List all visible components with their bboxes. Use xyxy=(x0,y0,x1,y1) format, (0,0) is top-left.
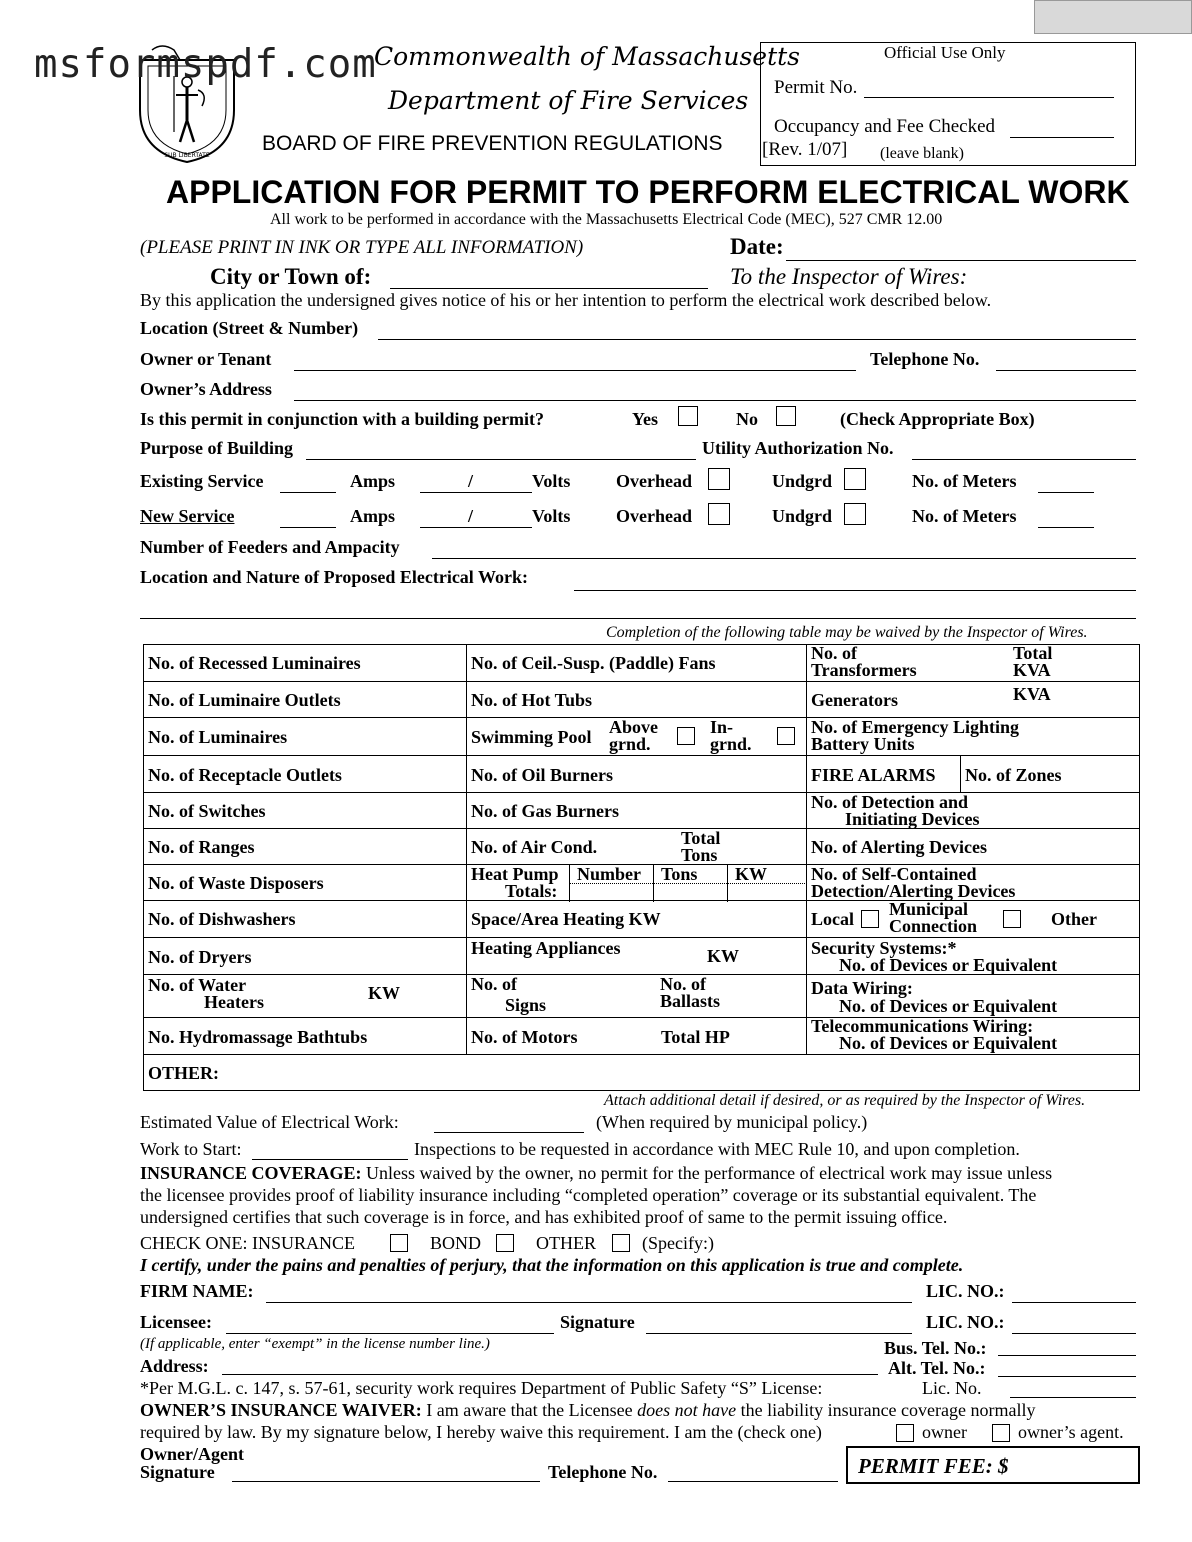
local-checkbox[interactable] xyxy=(861,910,879,928)
owner-field[interactable] xyxy=(294,370,856,371)
zones-cell[interactable] xyxy=(960,755,1140,793)
swimming-pool-cell[interactable] xyxy=(466,717,807,756)
yes-checkbox[interactable] xyxy=(678,406,698,426)
other-option-checkbox[interactable] xyxy=(612,1234,630,1252)
page-subtitle: All work to be performed in accordance with the Massachusetts Electrical Code (MEC), 527 CMR 12.00 xyxy=(270,211,943,228)
other-row-cell[interactable] xyxy=(143,1054,1140,1091)
owner-signature-field[interactable] xyxy=(232,1481,540,1482)
insurance-line-3: undersigned certifies that such coverage is in force, and has exhibited proof of same to the permit issuing office. xyxy=(140,1207,948,1227)
existing-meters-label: No. of Meters xyxy=(912,471,1017,491)
city-field[interactable] xyxy=(390,288,708,289)
connection-cell xyxy=(806,900,1140,938)
address-field[interactable] xyxy=(222,1374,878,1375)
check-one-label: CHECK ONE: INSURANCE xyxy=(140,1233,356,1253)
permit-fee-label: PERMIT FEE: $ xyxy=(858,1454,1009,1478)
heat-pump-kw-label: KW xyxy=(735,864,768,884)
detection-devices-label: No. of Detection and xyxy=(811,792,968,812)
address-label: Address: xyxy=(140,1356,209,1376)
alt-tel-field[interactable] xyxy=(998,1376,1136,1377)
heat-pump-label: Heat Pump xyxy=(471,864,559,884)
air-cond-total-label: Total xyxy=(681,828,721,848)
total-hp-label: Total HP xyxy=(661,1027,730,1047)
bus-tel-label: Bus. Tel. No.: xyxy=(884,1338,987,1358)
fire-alarms-label: FIRE ALARMS xyxy=(811,765,936,785)
table-note: Completion of the following table may be waived by the Inspector of Wires. xyxy=(606,624,1088,641)
nature-label: Location and Nature of Proposed Electrical Work: xyxy=(140,567,528,587)
data-wiring-label: Data Wiring: xyxy=(811,978,913,998)
existing-overhead-checkbox[interactable] xyxy=(708,468,730,490)
gas-burners-label: No. of Gas Burners xyxy=(471,801,619,821)
mgl-note: *Per M.G.L. c. 147, s. 57-61, security work requires Department of Public Safety “S” License: xyxy=(140,1378,823,1398)
in-ground-checkbox[interactable] xyxy=(777,727,795,745)
commonwealth-title: Commonwealth of Massachusetts xyxy=(374,42,801,71)
signature-label: Signature xyxy=(560,1312,635,1332)
bus-tel-field[interactable] xyxy=(998,1355,1136,1356)
heating-appliances-cell[interactable] xyxy=(466,937,807,975)
ranges-cell[interactable] xyxy=(143,828,467,865)
firm-lic-no-field[interactable] xyxy=(1012,1302,1136,1303)
owner-agent-label: Owner/Agent xyxy=(140,1444,244,1464)
zones-label: No. of Zones xyxy=(965,765,1062,785)
receptacle-outlets-label: No. of Receptacle Outlets xyxy=(148,765,342,785)
self-contained-label: No. of Self-Contained xyxy=(811,864,977,884)
transformers-cell[interactable] xyxy=(806,644,1140,682)
existing-volts-label: Volts xyxy=(532,471,571,491)
check-box-note: (Check Appropriate Box) xyxy=(840,409,1035,429)
when-required-note: (When required by municipal policy.) xyxy=(596,1112,868,1132)
heat-pump-tons-label: Tons xyxy=(661,864,698,884)
exempt-note: (If applicable, enter “exempt” in the license number line.) xyxy=(140,1336,490,1352)
owner-agent-option-label: owner’s agent. xyxy=(1018,1422,1124,1442)
no-checkbox[interactable] xyxy=(776,406,796,426)
owner-agent-checkbox[interactable] xyxy=(992,1424,1010,1442)
security-systems-label: Security Systems:* xyxy=(811,938,957,958)
print-note: (PLEASE PRINT IN INK OR TYPE ALL INFORMATION) xyxy=(140,237,584,258)
bond-checkbox[interactable] xyxy=(496,1234,514,1252)
heat-pump-cell[interactable] xyxy=(466,864,807,901)
space-heating-label: Space/Area Heating KW xyxy=(471,909,661,929)
generators-label: Generators xyxy=(811,690,898,710)
owner-address-field[interactable] xyxy=(294,400,1136,401)
signs-label-2: Signs xyxy=(505,995,547,1015)
water-heaters-label-2: Heaters xyxy=(204,992,264,1012)
inspections-note: Inspections to be requested in accordance with MEC Rule 10, and upon completion. xyxy=(414,1139,1020,1159)
security-devices-label: No. of Devices or Equivalent xyxy=(839,955,1058,975)
inspector-label: To the Inspector of Wires: xyxy=(730,264,968,289)
location-field[interactable] xyxy=(378,339,1136,340)
recessed-luminaires-cell[interactable] xyxy=(143,644,467,682)
page-title: APPLICATION FOR PERMIT TO PERFORM ELECTRICAL WORK xyxy=(166,174,1130,210)
telecom-devices-label: No. of Devices or Equivalent xyxy=(839,1033,1058,1053)
ranges-label: No. of Ranges xyxy=(148,837,255,857)
work-table xyxy=(143,644,1140,1091)
emergency-lighting-label-2: Battery Units xyxy=(811,734,915,754)
nature-field-2[interactable] xyxy=(140,618,1136,619)
existing-overhead-label: Overhead xyxy=(616,471,692,491)
work-start-label: Work to Start: xyxy=(140,1139,242,1159)
owner-signature-label: Signature xyxy=(140,1462,215,1482)
waiver-text-c: the liability insurance coverage normally xyxy=(740,1400,1036,1420)
official-use-title: Official Use Only xyxy=(884,43,1006,62)
recessed-luminaires-label: No. of Recessed Luminaires xyxy=(148,653,361,673)
emergency-lighting-cell[interactable] xyxy=(806,717,1140,756)
waste-disposers-label: No. of Waste Disposers xyxy=(148,873,324,893)
leave-blank-note: (leave blank) xyxy=(880,145,964,162)
feeders-field[interactable] xyxy=(432,558,1136,559)
new-overhead-label: Overhead xyxy=(616,506,692,526)
signs-ballasts-cell[interactable] xyxy=(466,974,807,1018)
alerting-devices-cell[interactable] xyxy=(806,828,1140,865)
waiver-text-a: I am aware that the Licensee xyxy=(426,1400,633,1420)
detection-devices-cell[interactable] xyxy=(806,792,1140,829)
waiver-heading: OWNER’S INSURANCE WAIVER: xyxy=(140,1400,422,1420)
air-cond-cell[interactable] xyxy=(466,828,807,865)
utility-label: Utility Authorization No. xyxy=(702,438,894,458)
telecom-wiring-label: Telecommunications Wiring: xyxy=(811,1016,1034,1036)
switches-cell[interactable] xyxy=(143,792,467,829)
security-lic-no-field[interactable] xyxy=(1010,1397,1136,1398)
permit-no-label: Permit No. xyxy=(774,77,858,98)
new-volts-label: Volts xyxy=(532,506,571,526)
waste-disposers-cell[interactable] xyxy=(143,864,467,901)
waiver-text-b: does not have xyxy=(637,1400,737,1420)
certify-statement: I certify, under the pains and penalties of perjury, that the information on this application is true and complete. xyxy=(140,1255,964,1275)
hydromassage-cell[interactable] xyxy=(143,1017,467,1055)
department-title: Department of Fire Services xyxy=(388,86,749,115)
new-service-label: New Service xyxy=(140,506,235,526)
licensee-lic-no-field[interactable] xyxy=(1012,1333,1136,1334)
signs-label: No. of xyxy=(471,974,517,994)
licensee-label: Licensee: xyxy=(140,1312,212,1332)
in-grnd-label: grnd. xyxy=(710,734,752,754)
swimming-pool-label: Swimming Pool xyxy=(471,727,592,747)
other-option-label: OTHER xyxy=(536,1233,596,1253)
other-row-label: OTHER: xyxy=(148,1063,220,1083)
heating-appliances-label: Heating Appliances xyxy=(471,938,621,958)
new-undgrd-checkbox[interactable] xyxy=(844,503,866,525)
date-field[interactable] xyxy=(786,260,1136,261)
firm-lic-no-label: LIC. NO.: xyxy=(926,1281,1005,1301)
heating-appliances-kw: KW xyxy=(707,946,740,966)
oil-burners-cell[interactable] xyxy=(466,755,807,793)
new-slash: / xyxy=(468,506,474,526)
signature-field[interactable] xyxy=(646,1333,912,1334)
heat-pump-number-label: Number xyxy=(577,864,641,884)
paddle-fans-cell[interactable] xyxy=(466,644,807,682)
emergency-lighting-label: No. of Emergency Lighting xyxy=(811,717,1019,737)
existing-volts-field[interactable] xyxy=(420,492,532,493)
switches-label: No. of Switches xyxy=(148,801,266,821)
owner-checkbox[interactable] xyxy=(896,1424,914,1442)
oil-burners-label: No. of Oil Burners xyxy=(471,765,613,785)
luminaires-label: No. of Luminaires xyxy=(148,727,288,747)
existing-undgrd-label: Undgrd xyxy=(772,471,833,491)
new-volts-field[interactable] xyxy=(420,527,532,528)
luminaire-outlets-cell[interactable] xyxy=(143,681,467,718)
other-label: Other xyxy=(1051,909,1097,929)
existing-amps-label: Amps xyxy=(350,471,396,491)
waiver-line-1 xyxy=(140,1400,1035,1421)
conjunction-label: Is this permit in conjunction with a building permit? xyxy=(140,409,545,429)
insurance-line-1 xyxy=(140,1163,1052,1184)
dryers-label: No. of Dryers xyxy=(148,947,252,967)
new-amps-field[interactable] xyxy=(280,527,336,528)
svg-text:SUB LIBERTATE: SUB LIBERTATE xyxy=(164,152,210,159)
receptacle-outlets-cell[interactable] xyxy=(143,755,467,793)
existing-meters-field[interactable] xyxy=(1038,492,1094,493)
transformers-kva-label: KVA xyxy=(1013,660,1051,680)
firm-name-label: FIRM NAME: xyxy=(140,1281,254,1301)
insurance-heading: INSURANCE COVERAGE: xyxy=(140,1163,362,1183)
telephone-field[interactable] xyxy=(996,370,1136,371)
new-undgrd-label: Undgrd xyxy=(772,506,833,526)
owner-telephone-field[interactable] xyxy=(668,1481,838,1482)
corner-tab xyxy=(1034,0,1192,34)
occupancy-field[interactable] xyxy=(1010,137,1114,138)
new-amps-label: Amps xyxy=(350,506,396,526)
security-systems-cell[interactable] xyxy=(806,937,1140,975)
insurance-checkbox[interactable] xyxy=(390,1234,408,1252)
data-wiring-cell[interactable] xyxy=(806,974,1140,1018)
feeders-label: Number of Feeders and Ampacity xyxy=(140,537,400,557)
owner-label: Owner or Tenant xyxy=(140,349,272,369)
above-label: Above xyxy=(609,717,658,737)
watermark: msformspdf.com xyxy=(34,42,377,87)
generators-kva-label: KVA xyxy=(1013,684,1051,704)
licensee-lic-no-label: LIC. NO.: xyxy=(926,1312,1005,1332)
telecom-wiring-cell[interactable] xyxy=(806,1017,1140,1055)
air-cond-label: No. of Air Cond. xyxy=(471,837,598,857)
data-devices-label: No. of Devices or Equivalent xyxy=(839,996,1058,1016)
municipal-label: Municipal xyxy=(889,899,969,919)
firm-name-field[interactable] xyxy=(266,1302,912,1303)
dishwashers-cell[interactable] xyxy=(143,900,467,938)
transformers-total-label: Total xyxy=(1013,643,1053,663)
space-heating-cell[interactable] xyxy=(466,900,807,938)
waiver-line-2: required by law. By my signature below, I hereby waive this requirement. I am the (check one) xyxy=(140,1422,822,1442)
hot-tubs-cell[interactable] xyxy=(466,681,807,718)
water-heaters-kw: KW xyxy=(368,983,401,1003)
insurance-line-2: the licensee provides proof of liability insurance including “completed operation” coverage or its substantial equivalent. The xyxy=(140,1185,1037,1205)
alerting-devices-label: No. of Alerting Devices xyxy=(811,837,987,857)
luminaires-cell[interactable] xyxy=(143,717,467,756)
existing-amps-field[interactable] xyxy=(280,492,336,493)
fire-alarms-cell[interactable] xyxy=(806,755,961,793)
work-start-field[interactable] xyxy=(252,1159,408,1160)
luminaire-outlets-label: No. of Luminaire Outlets xyxy=(148,690,341,710)
existing-service-label: Existing Service xyxy=(140,471,264,491)
water-heaters-cell[interactable] xyxy=(143,974,467,1018)
date-label: Date: xyxy=(730,234,784,259)
generators-cell[interactable] xyxy=(806,681,1140,718)
self-contained-cell[interactable] xyxy=(806,864,1140,901)
utility-field[interactable] xyxy=(912,459,1136,460)
no-label: No xyxy=(736,409,758,429)
city-label: City or Town of: xyxy=(210,264,372,289)
dishwashers-label: No. of Dishwashers xyxy=(148,909,296,929)
new-meters-field[interactable] xyxy=(1038,527,1094,528)
occupancy-label: Occupancy and Fee Checked xyxy=(774,116,996,137)
water-heaters-label: No. of Water xyxy=(148,975,247,995)
nature-field[interactable] xyxy=(574,590,1136,591)
existing-slash: / xyxy=(468,471,474,491)
hot-tubs-label: No. of Hot Tubs xyxy=(471,690,593,710)
insurance-text-1: Unless waived by the owner, no permit for the performance of electrical work may issue unless xyxy=(366,1163,1053,1183)
yes-label: Yes xyxy=(632,409,658,429)
security-lic-no-label: Lic. No. xyxy=(922,1378,982,1398)
paddle-fans-label: No. of Ceil.-Susp. (Paddle) Fans xyxy=(471,653,716,673)
existing-undgrd-checkbox[interactable] xyxy=(844,468,866,490)
estimated-field[interactable] xyxy=(434,1132,584,1133)
ballasts-label: No. of xyxy=(660,974,706,994)
purpose-field[interactable] xyxy=(306,459,696,460)
owner-telephone-label: Telephone No. xyxy=(548,1462,658,1482)
owner-address-label: Owner’s Address xyxy=(140,379,272,399)
estimated-label: Estimated Value of Electrical Work: xyxy=(140,1112,399,1132)
ballasts-label-2: Ballasts xyxy=(660,991,721,1011)
air-cond-tons-label: Tons xyxy=(681,845,718,865)
heat-pump-totals-label: Totals: xyxy=(505,881,558,901)
self-contained-label-2: Detection/Alerting Devices xyxy=(811,881,1016,901)
rev-label: [Rev. 1/07] xyxy=(762,139,848,160)
detection-devices-label-2: Initiating Devices xyxy=(845,809,980,829)
attach-note: Attach additional detail if desired, or as required by the Inspector of Wires. xyxy=(604,1092,1086,1109)
motors-cell[interactable] xyxy=(466,1017,807,1055)
transformers-label: No. of xyxy=(811,643,857,663)
alt-tel-label: Alt. Tel. No.: xyxy=(888,1358,986,1378)
permit-fee-box[interactable] xyxy=(846,1446,1140,1484)
licensee-field[interactable] xyxy=(226,1333,554,1334)
specify-label: (Specify:) xyxy=(642,1233,714,1253)
notice-text: By this application the undersigned gives notice of his or her intention to perform the electrical work described below. xyxy=(140,290,992,310)
owner-option-label: owner xyxy=(922,1422,967,1442)
in-label: In- xyxy=(710,717,734,737)
new-meters-label: No. of Meters xyxy=(912,506,1017,526)
board-title: BOARD OF FIRE PREVENTION REGULATIONS xyxy=(262,132,723,155)
dryers-cell[interactable] xyxy=(143,937,467,975)
above-ground-checkbox[interactable] xyxy=(677,727,695,745)
gas-burners-cell[interactable] xyxy=(466,792,807,829)
purpose-label: Purpose of Building xyxy=(140,438,294,458)
hydromassage-label: No. Hydromassage Bathtubs xyxy=(148,1027,368,1047)
location-label: Location (Street & Number) xyxy=(140,318,359,338)
permit-no-field[interactable] xyxy=(864,97,1114,98)
telephone-label: Telephone No. xyxy=(870,349,980,369)
above-grnd-label: grnd. xyxy=(609,734,651,754)
local-label: Local xyxy=(811,909,854,929)
municipal-checkbox[interactable] xyxy=(1003,910,1021,928)
transformers-label-2: Transformers xyxy=(811,660,917,680)
new-overhead-checkbox[interactable] xyxy=(708,503,730,525)
bond-label: BOND xyxy=(430,1233,482,1253)
motors-label: No. of Motors xyxy=(471,1027,578,1047)
connection-label: Connection xyxy=(889,916,978,936)
